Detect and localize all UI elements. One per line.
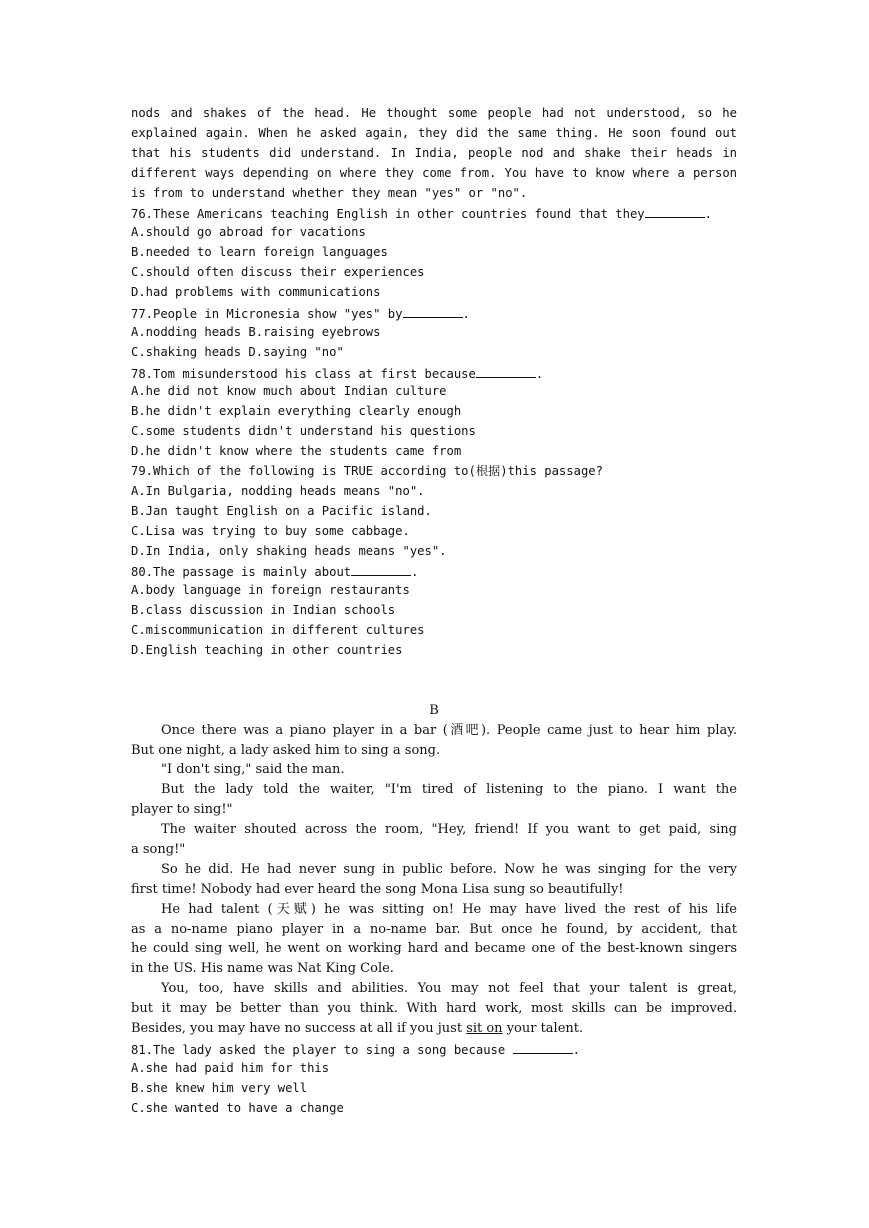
option-79-a: A.In Bulgaria, nodding heads means "no". xyxy=(131,483,425,498)
section-heading: B xyxy=(429,702,439,718)
question-end: . xyxy=(572,1042,580,1057)
passage-b-line: You, too, have skills and abilities. You may not feel that your talent is great, xyxy=(161,981,737,997)
option-76-d: D.had problems with communications xyxy=(131,285,381,300)
question-stem: 77.People in Micronesia show "yes" by xyxy=(131,306,403,321)
question-77 xyxy=(131,303,737,323)
passage-b-line: But the lady told the waiter, "I'm tired of listening to the piano. I want the xyxy=(161,782,737,798)
question-stem: 81.The lady asked the player to sing a song because xyxy=(131,1042,513,1057)
question-stem: 76.These Americans teaching English in other countries found that they xyxy=(131,207,645,222)
passage-b-line: He had talent (天赋) he was sitting on! He may have lived the rest of his life xyxy=(161,901,737,917)
page-content xyxy=(131,104,737,1118)
passage-b-last-line xyxy=(131,1019,737,1039)
underlined-phrase: sit on xyxy=(466,1020,503,1036)
option-78-b: B.he didn't explain everything clearly enough xyxy=(131,404,462,419)
passage-a-line: explained again. When he asked again, they did the same thing. He soon found out xyxy=(131,125,737,140)
option-77-cd: C.shaking heads D.saying "no" xyxy=(131,344,344,359)
question-stem: 80.The passage is mainly about xyxy=(131,565,352,580)
option-76-b: B.needed to learn foreign languages xyxy=(131,245,388,260)
answer-blank xyxy=(403,303,463,318)
question-stem: 78.Tom misunderstood his class at first because xyxy=(131,366,476,381)
option-80-a: A.body language in foreign restaurants xyxy=(131,583,410,598)
passage-b-line: But one night, a lady asked him to sing a song. xyxy=(131,742,441,758)
option-80-b: B.class discussion in Indian schools xyxy=(131,603,396,618)
passage-b-line: but it may be better than you think. With hard work, most skills can be improved. xyxy=(131,1001,737,1017)
option-79-d: D.In India, only shaking heads means "yes". xyxy=(131,543,447,558)
passage-b-line: player to sing!" xyxy=(131,802,233,818)
answer-blank xyxy=(476,363,536,378)
answer-blank xyxy=(351,561,411,576)
question-81 xyxy=(131,1039,737,1059)
option-80-c: C.miscommunication in different cultures xyxy=(131,623,425,638)
question-end: . xyxy=(462,306,470,321)
option-81-c: C.she wanted to have a change xyxy=(131,1100,344,1115)
passage-b-line: The waiter shouted across the room, "Hey, friend! If you want to get paid, sing xyxy=(161,822,737,838)
passage-b-line: "I don't sing," said the man. xyxy=(161,762,345,778)
option-80-d: D.English teaching in other countries xyxy=(131,643,403,658)
option-76-a: A.should go abroad for vacations xyxy=(131,225,366,240)
question-end: . xyxy=(535,366,544,381)
passage-b-line: he could sing well, he went on working hard and became one of the best-known singers xyxy=(131,941,737,957)
passage-b-line: as a no-name piano player in a no-name bar. But once he found, by accident, that xyxy=(131,921,737,937)
passage-b-line: in the US. His name was Nat King Cole. xyxy=(131,961,394,977)
answer-blank xyxy=(645,203,705,218)
line-text: your talent. xyxy=(502,1020,584,1036)
line-text: Besides, you may have no success at all if you just xyxy=(131,1020,467,1036)
passage-a-line: that his students did understand. In India, people nod and shake their heads in xyxy=(131,145,737,160)
passage-b-line: Once there was a piano player in a bar (酒吧). People came just to hear him play. xyxy=(161,722,737,738)
question-79: 79.Which of the following is TRUE according to(根据)this passage? xyxy=(131,464,603,479)
question-80 xyxy=(131,561,737,581)
question-78 xyxy=(131,363,737,383)
option-76-c: C.should often discuss their experiences xyxy=(131,265,425,280)
answer-blank xyxy=(513,1039,573,1054)
passage-a-line: nods and shakes of the head. He thought some people had not understood, so he xyxy=(131,106,737,120)
passage-a-line: is from to understand whether they mean "yes" or "no". xyxy=(131,185,528,200)
question-end: . xyxy=(411,565,419,580)
option-79-c: C.Lisa was trying to buy some cabbage. xyxy=(131,523,410,538)
option-77-ab: A.nodding heads B.raising eyebrows xyxy=(131,324,381,339)
passage-b-line: So he did. He had never sung in public before. Now he was singing for the very xyxy=(161,861,737,877)
question-76 xyxy=(131,203,737,223)
passage-a-line: different ways depending on where they come from. You have to know where a person xyxy=(131,165,737,180)
question-end: . xyxy=(704,207,712,222)
passage-b-line: a song!" xyxy=(131,841,186,857)
section-spacer xyxy=(131,661,737,701)
option-78-c: C.some students didn't understand his questions xyxy=(131,424,476,439)
option-78-a: A.he did not know much about Indian culture xyxy=(131,384,447,399)
passage-b-line: first time! Nobody had ever heard the song Mona Lisa sung so beautifully! xyxy=(131,881,624,897)
option-81-b: B.she knew him very well xyxy=(131,1080,308,1095)
option-81-a: A.she had paid him for this xyxy=(131,1060,330,1075)
option-79-b: B.Jan taught English on a Pacific island. xyxy=(131,503,432,518)
option-78-d: D.he didn't know where the students came from xyxy=(131,444,462,459)
